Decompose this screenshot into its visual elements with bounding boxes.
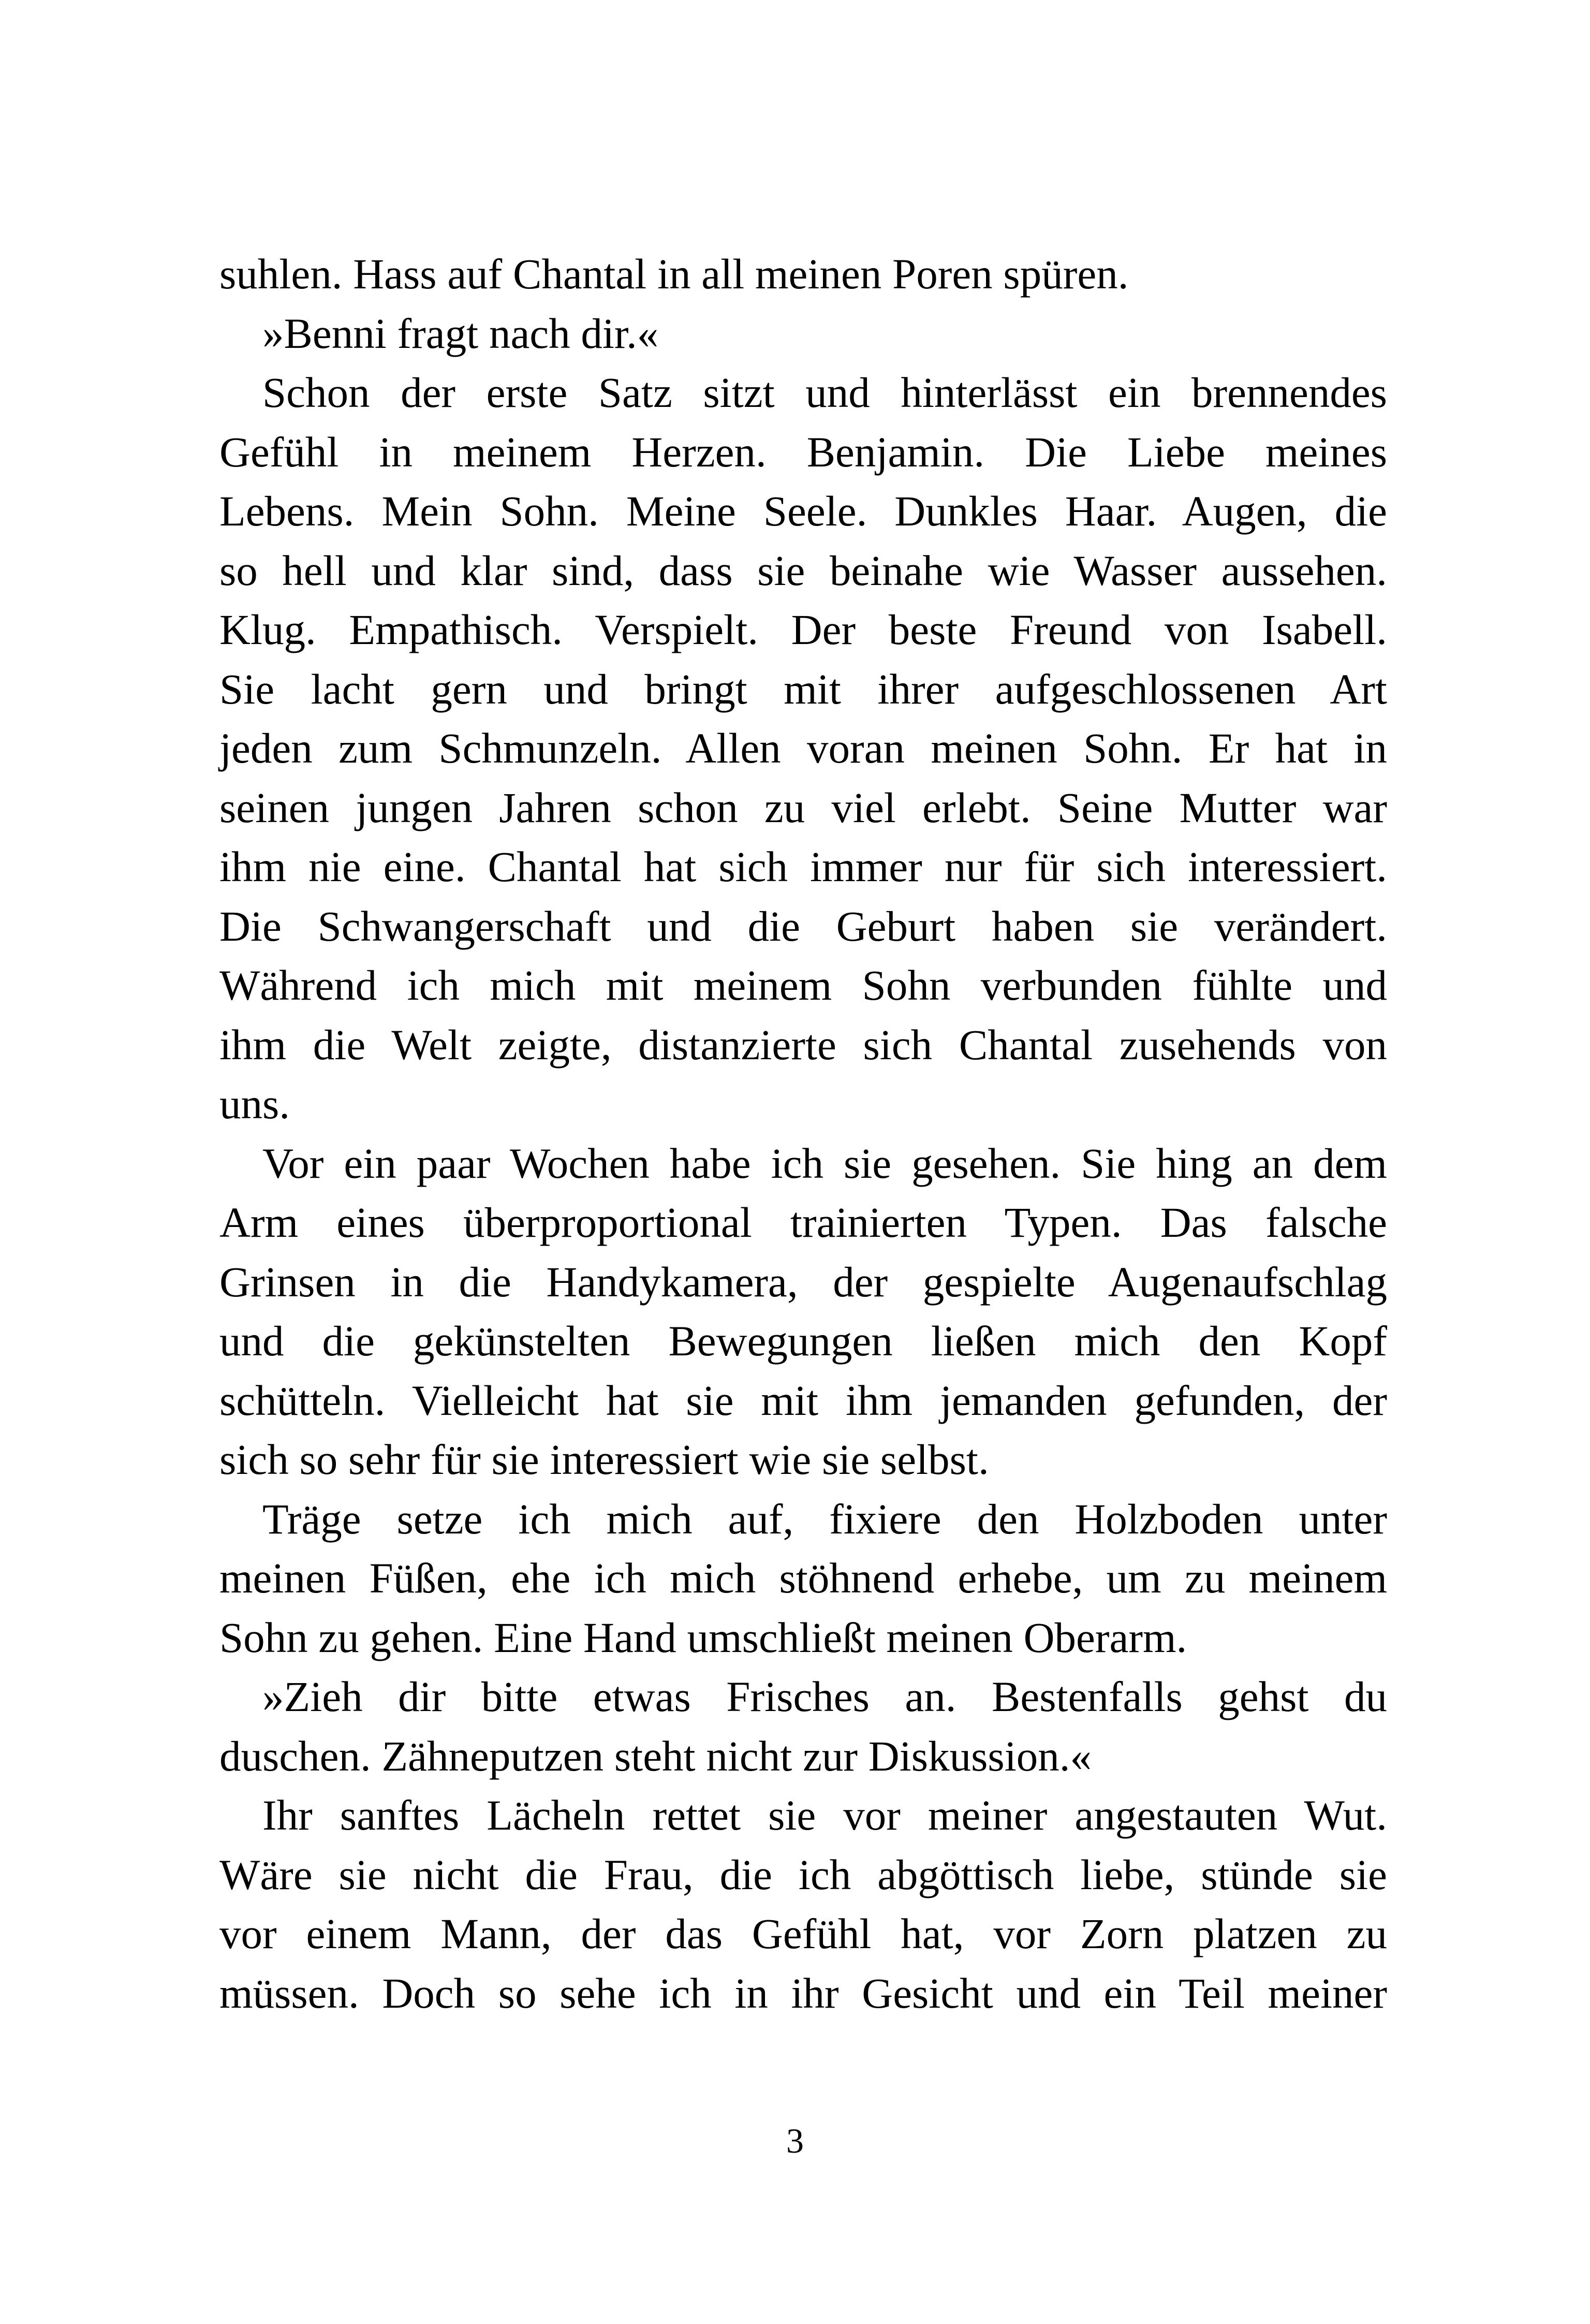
text-line: Klug. Empathisch. Verspielt. Der beste Freund von Isabell. (219, 606, 1387, 653)
text-line: schütteln. Vielleicht hat sie mit ihm jemanden gefunden, der (219, 1376, 1387, 1424)
text-line: seinen jungen Jahren schon zu viel erlebt. Seine Mutter war (219, 783, 1387, 831)
text-line: sich so sehr für sie interessiert wie sie selbst. (219, 1436, 989, 1483)
text-line: ihm nie eine. Chantal hat sich immer nur für sich interessiert. (219, 843, 1387, 890)
text-line: Die Schwangerschaft und die Geburt haben sie verändert. (219, 902, 1387, 950)
text-line: Sohn zu gehen. Eine Hand umschließt meinen Oberarm. (219, 1613, 1187, 1661)
text-line: Wäre sie nicht die Frau, die ich abgöttisch liebe, stünde sie (219, 1850, 1387, 1898)
text-line: meinen Füßen, ehe ich mich stöhnend erhebe, um zu meinem (219, 1554, 1387, 1602)
text-line: Lebens. Mein Sohn. Meine Seele. Dunkles Haar. Augen, die (219, 487, 1387, 535)
text-line: Vor ein paar Wochen habe ich sie gesehen. Sie hing an dem (262, 1139, 1387, 1187)
body-text (219, 244, 1387, 2023)
text-line: Sie lacht gern und bringt mit ihrer aufgeschlossenen Art (219, 665, 1387, 713)
text-line: ihm die Welt zeigte, distanzierte sich Chantal zusehends von (219, 1020, 1387, 1069)
text-line: Während ich mich mit meinem Sohn verbunden fühlte und (219, 961, 1387, 1009)
text-line: und die gekünstelten Bewegungen ließen mich den Kopf (219, 1317, 1387, 1365)
text-line: uns. (219, 1080, 290, 1128)
page-number: 3 (786, 2121, 804, 2160)
text-line: jeden zum Schmunzeln. Allen voran meinen Sohn. Er hat in (219, 724, 1387, 772)
text-line: »Zieh dir bitte etwas Frisches an. Bestenfalls gehst du (262, 1673, 1387, 1720)
text-line: duschen. Zähneputzen steht nicht zur Diskussion.« (219, 1732, 1092, 1780)
text-line: suhlen. Hass auf Chantal in all meinen Poren spüren. (219, 250, 1129, 298)
text-line: so hell und klar sind, dass sie beinahe wie Wasser aussehen. (219, 546, 1387, 594)
text-line: Träge setze ich mich auf, fixiere den Holzboden unter (262, 1495, 1387, 1543)
text-line: Ihr sanftes Lächeln rettet sie vor meiner angestauten Wut. (262, 1791, 1387, 1839)
text-line: Grinsen in die Handykamera, der gespielte Augenaufschlag (219, 1258, 1387, 1306)
text-line: Gefühl in meinem Herzen. Benjamin. Die Liebe meines (219, 428, 1387, 476)
text-line: Arm eines überproportional trainierten Typen. Das falsche (219, 1198, 1387, 1246)
text-line: Schon der erste Satz sitzt und hinterlässt ein brennendes (262, 369, 1387, 416)
text-line: müssen. Doch so sehe ich in ihr Gesicht und ein Teil meiner (219, 1969, 1387, 2017)
text-line: vor einem Mann, der das Gefühl hat, vor Zorn platzen zu (219, 1910, 1387, 1957)
text-line: »Benni fragt nach dir.« (262, 309, 659, 357)
